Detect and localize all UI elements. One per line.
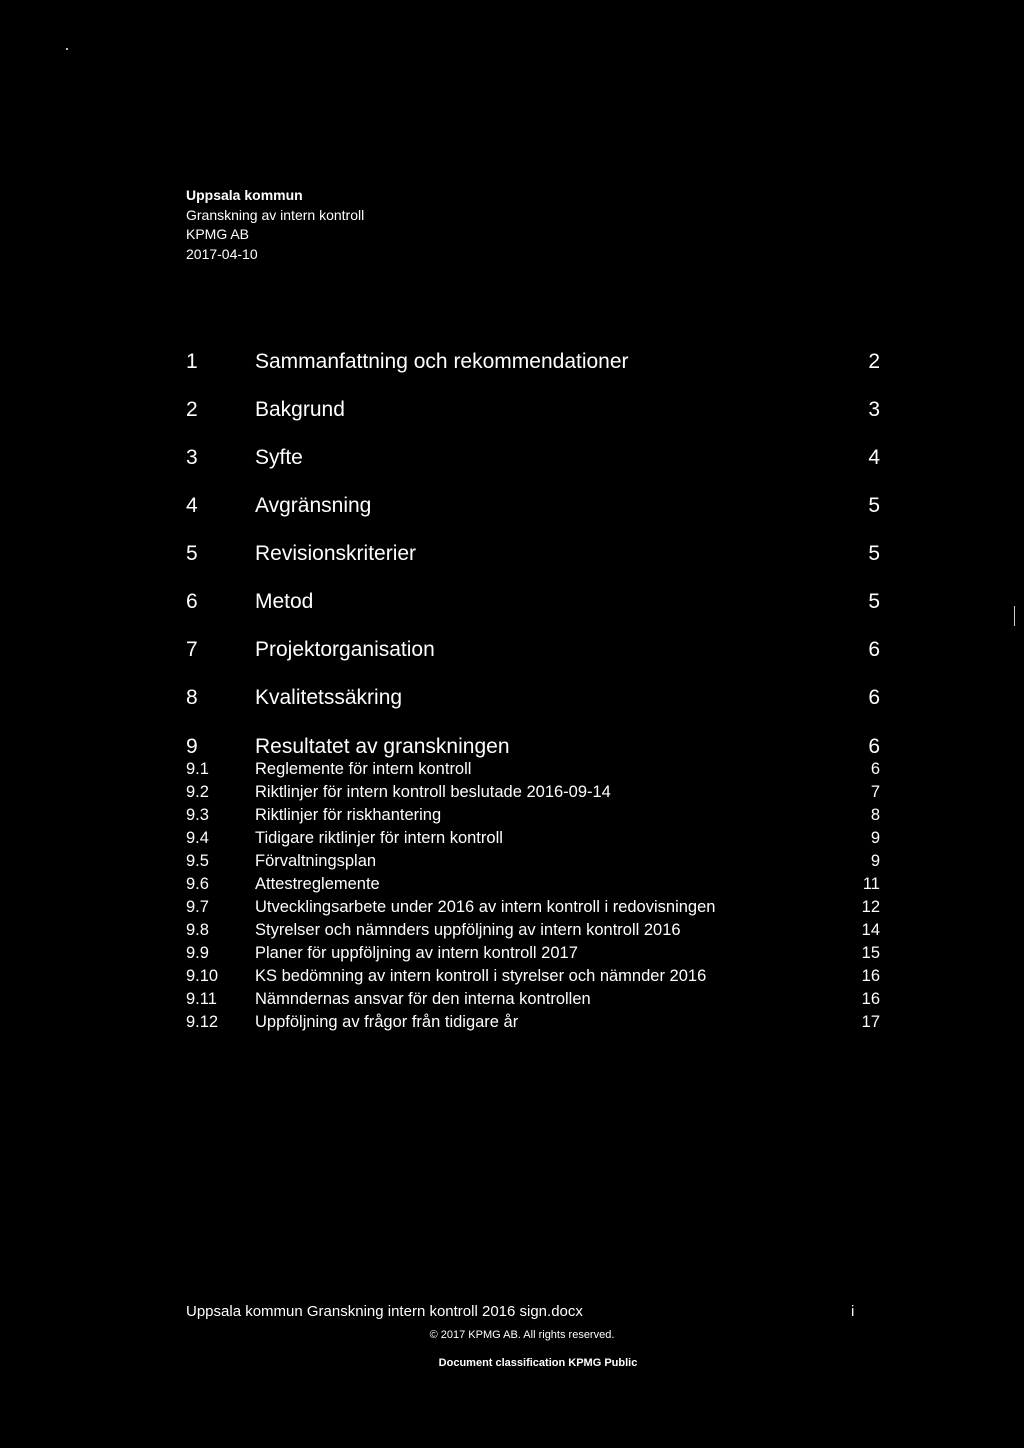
toc-entry-number: 9.12: [186, 1013, 219, 1031]
toc-entry-title: Nämndernas ansvar för den interna kontrollen: [255, 990, 591, 1008]
toc-entry-title: KS bedömning av intern kontroll i styrelser och nämnder 2016: [255, 967, 707, 985]
toc-entry-number: 9.9: [186, 944, 209, 962]
toc-entry-title: Reglemente för intern kontroll: [255, 760, 472, 778]
toc-entry-number: 9.5: [186, 852, 209, 870]
toc-entry-number: 9: [186, 735, 198, 758]
toc-entry-page: 12: [861, 898, 880, 916]
toc-entry-title: Bakgrund: [255, 398, 345, 421]
toc-entry-title: Planer för uppföljning av intern kontroll 2017: [255, 944, 578, 962]
toc-entry-page: 14: [861, 921, 880, 939]
toc-entry-number: 9.7: [186, 898, 209, 916]
toc-entry-number: 9.2: [186, 783, 209, 801]
toc-entry-title: Avgränsning: [255, 494, 372, 517]
toc-entry-title: Riktlinjer för intern kontroll beslutade 2016-09-14: [255, 783, 611, 801]
toc-entry-number: 9.4: [186, 829, 209, 847]
toc-entry-number: 5: [186, 542, 198, 565]
toc-entry-title: Styrelser och nämnders uppföljning av intern kontroll 2016: [255, 921, 681, 939]
toc-entry-title: Syfte: [255, 446, 303, 469]
toc-entry-page: 6: [868, 638, 880, 661]
toc-entry-page: 9: [870, 852, 880, 870]
toc-entry-page: 3: [868, 398, 880, 421]
toc-entry-number: 9.1: [186, 760, 209, 778]
toc-entry[interactable]: [186, 349, 880, 379]
toc-entry-title: Projektorganisation: [255, 638, 435, 661]
footer-classification: Document classification KPMG Public: [438, 1357, 638, 1369]
toc-entry-title: Riktlinjer för riskhantering: [255, 806, 442, 824]
toc-entry-number: 9.11: [186, 990, 217, 1008]
toc-entry-number: 9.6: [186, 875, 209, 893]
toc-entry-title: Metod: [255, 590, 314, 613]
toc-entry-page: 5: [868, 542, 880, 565]
header-report-title: Granskning av intern kontroll: [186, 206, 365, 223]
toc-entry-title: Utvecklingsarbete under 2016 av intern kontroll i redovisningen: [255, 898, 716, 916]
toc-entry-page: 5: [868, 494, 880, 517]
toc-entry-page: 2: [868, 350, 880, 373]
toc-entry[interactable]: [186, 445, 880, 475]
toc-entry-title: Kvalitetssäkring: [255, 686, 403, 709]
toc-entry-page: 5: [868, 590, 880, 613]
toc-entry-page: 9: [870, 829, 880, 847]
toc-entry-number: 8: [186, 686, 198, 709]
toc-entry[interactable]: [186, 541, 880, 571]
toc-entry-page: 6: [868, 686, 880, 709]
footer-page-number: i: [851, 1303, 855, 1320]
toc-entry[interactable]: [186, 397, 880, 427]
toc-entry-page: 7: [870, 783, 880, 801]
toc-entry-page: 8: [870, 806, 880, 824]
header-date: 2017-04-10: [186, 245, 258, 262]
toc-entry-title: Attestreglemente: [255, 875, 380, 893]
toc-entry-number: 9.3: [186, 806, 209, 824]
toc-entry-page: 16: [861, 990, 880, 1008]
toc-entry-number: 9.8: [186, 921, 209, 939]
toc-entry-title: Resultatet av granskningen: [255, 735, 510, 758]
footer-copyright: © 2017 KPMG AB. All rights reserved.: [429, 1329, 615, 1341]
toc-entry-number: 2: [186, 398, 198, 421]
toc-entry-page: 16: [861, 967, 880, 985]
toc-entry-page: 17: [861, 1013, 880, 1031]
toc-entry-number: 6: [186, 590, 198, 613]
toc-entry-number: 3: [186, 446, 198, 469]
toc-entry-page: 6: [870, 760, 880, 778]
header-company: Uppsala kommun: [186, 187, 303, 203]
toc-entry[interactable]: [186, 637, 880, 667]
toc-entry-page: 15: [861, 944, 880, 962]
toc-entry-number: 4: [186, 494, 198, 517]
toc-entry[interactable]: [186, 589, 880, 619]
toc-entry-title: Revisionskriterier: [255, 542, 417, 565]
toc-entry-title: Sammanfattning och rekommendationer: [255, 350, 629, 373]
toc-entry-number: 1: [186, 350, 198, 373]
header-author: KPMG AB: [186, 226, 250, 242]
toc-entry-page: 6: [868, 735, 880, 758]
toc-entry-number: 7: [186, 638, 198, 661]
toc-entry[interactable]: [186, 685, 880, 715]
toc-entry-page: 11: [862, 875, 880, 893]
toc-entry-title: Uppföljning av frågor från tidigare år: [255, 1013, 519, 1031]
toc-entry-title: Förvaltningsplan: [255, 852, 377, 870]
toc-entry[interactable]: [186, 493, 880, 523]
toc-entry-page: 4: [868, 446, 880, 469]
toc-entry-number: 9.10: [186, 967, 219, 985]
footer-filename: Uppsala kommun Granskning intern kontroll 2016 sign.docx: [186, 1303, 583, 1320]
toc-entry-title: Tidigare riktlinjer för intern kontroll: [255, 829, 503, 847]
toc-entry[interactable]: [186, 1012, 880, 1042]
